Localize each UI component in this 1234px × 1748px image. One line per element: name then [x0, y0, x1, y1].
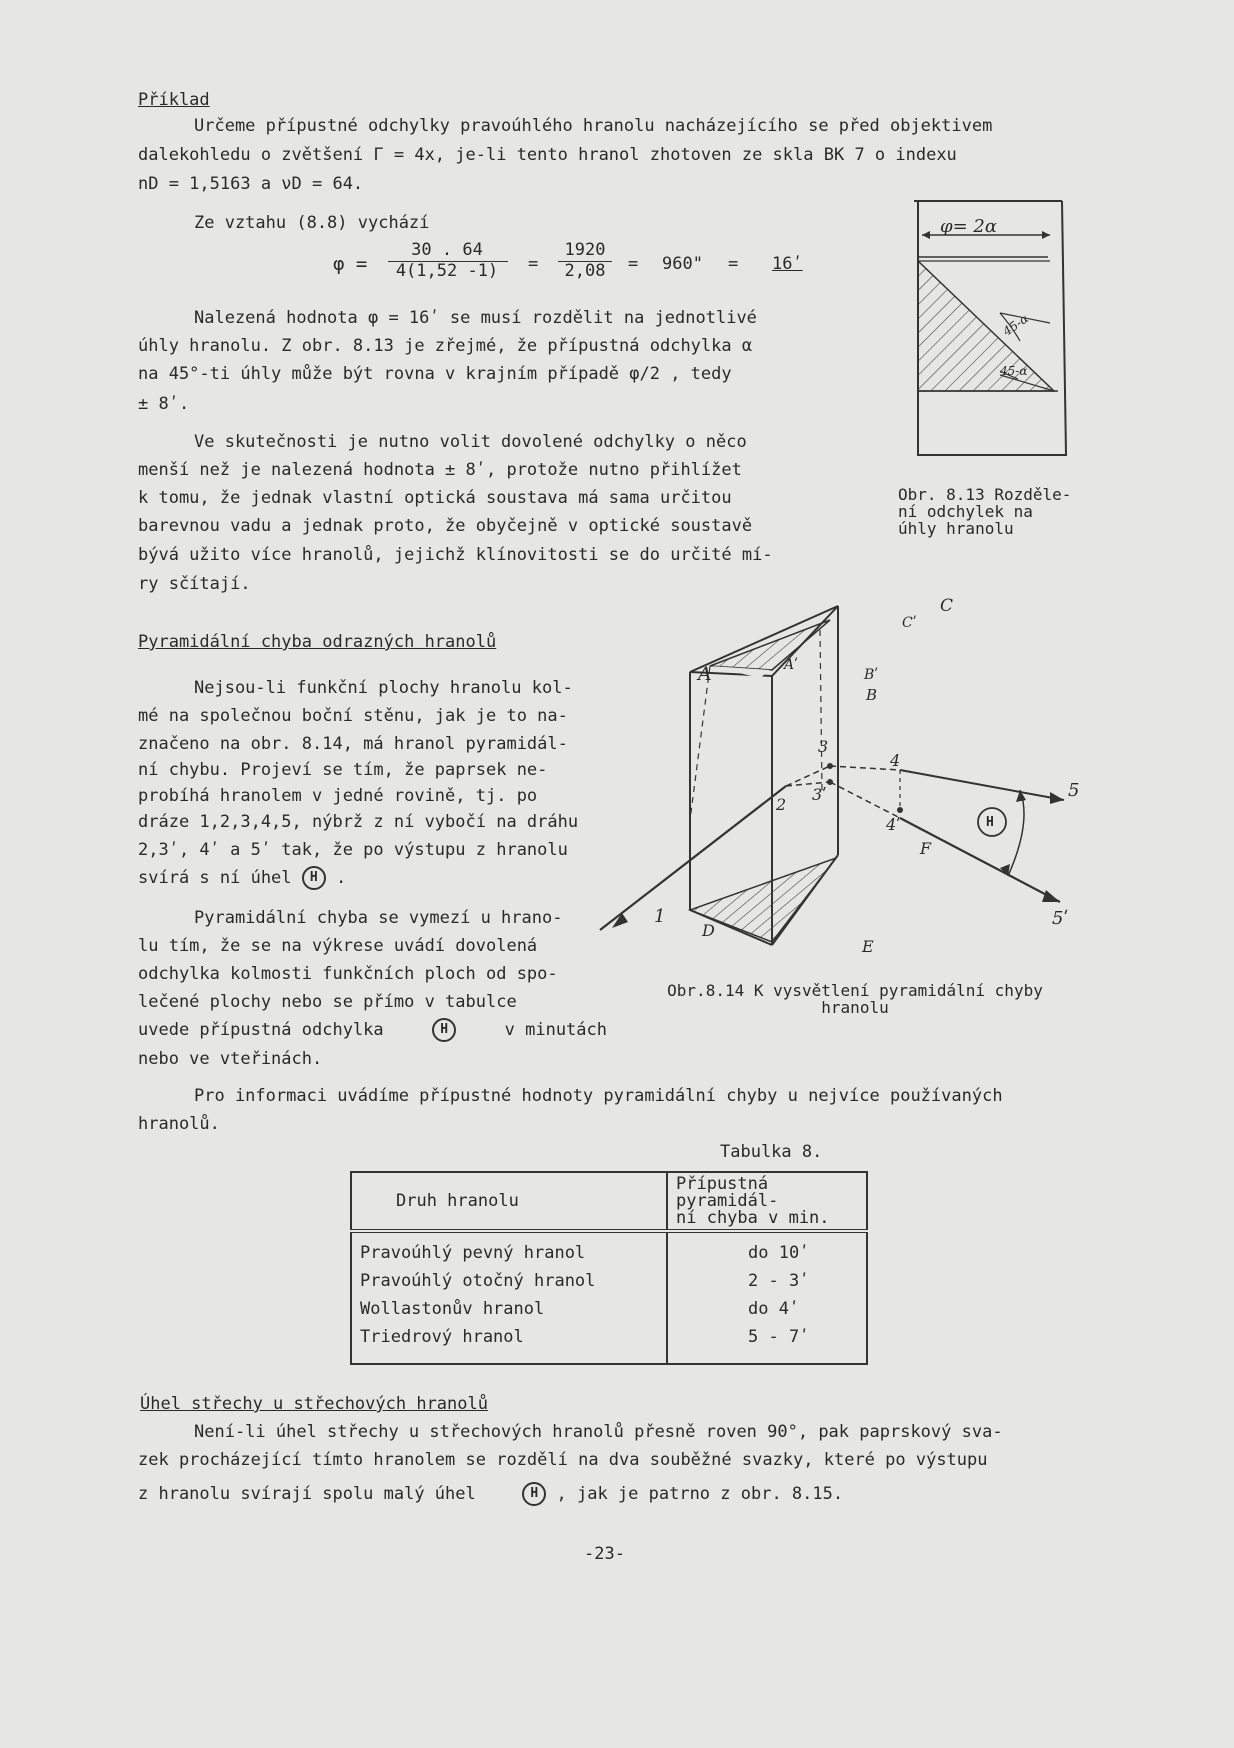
formula-result-minutes: 16ʹ — [772, 254, 803, 274]
pyramid-text-line: nebo ve vteřinách. — [138, 1049, 323, 1069]
fig814-label-F: F — [920, 839, 932, 858]
table-header-row — [351, 1172, 867, 1231]
fig814-caption — [630, 982, 1080, 1016]
pyramid-text-line — [138, 864, 346, 893]
text-span: . — [336, 868, 347, 888]
fig814-label-B: B — [866, 686, 878, 704]
theta-symbol: H — [522, 1482, 546, 1506]
figure-8-14 — [600, 590, 1100, 960]
fig814-label-A: A — [698, 663, 712, 685]
fig814-label-5p: 5ʹ — [1052, 908, 1069, 929]
ray-2-3 — [786, 766, 830, 786]
theta-symbol: H — [432, 1018, 456, 1042]
pyramid-text-line: lu tím, že se na výkrese uvádí dovolená — [138, 936, 538, 956]
fig814-label-Bp: Bʹ — [864, 667, 879, 683]
table-header: Druh hranolu — [351, 1172, 667, 1231]
roof-text-line: zek procházející tímto hranolem se rozdělí na dva souběžné svazky, které po výstupu — [138, 1450, 988, 1470]
formula-equals: = — [528, 254, 539, 274]
formula-equals: = — [628, 254, 639, 274]
info-text-line: Pro informaci uvádíme přípustné hodnoty pyramidální chyby u nejvíce používaných — [194, 1086, 1003, 1106]
example-text-line: Určeme přípustné odchylky pravoúhlého hranolu nacházejícího se před objektivem — [194, 116, 993, 136]
fig813-label-angle: 45-α — [1000, 311, 1031, 339]
roof-heading: Úhel střechy u střechových hranolů — [140, 1394, 488, 1414]
pyramid-text-line: Pyramidální chyba se vymezí u hrano- — [194, 908, 563, 928]
fig814-label-1: 1 — [654, 906, 666, 927]
example-text-line: Ze vztahu (8.8) vychází — [194, 213, 430, 233]
example-text-line: na 45°-ti úhly může být rovna v krajním případě φ/2 , tedy — [138, 364, 732, 384]
table-cell: Pravoúhlý otočný hranol — [360, 1271, 596, 1291]
fig813-label-phi: φ= 2α — [940, 216, 998, 237]
tolerance-table — [350, 1171, 868, 1365]
roof-text-line — [138, 1480, 843, 1509]
table-title: Tabulka 8. — [720, 1142, 823, 1162]
example-text-line: nD = 1,5163 a νD = 64. — [138, 174, 364, 194]
example-text-line: barevnou vadu a jednak proto, že obyčejně v optické soustavě — [138, 516, 753, 536]
fig814-label-4p: 4ʹ — [886, 815, 901, 834]
table-cell: Triedrový hranol — [360, 1327, 524, 1347]
fig814-label-4: 4 — [890, 751, 901, 770]
pyramid-text-line: odchylka kolmosti funkčních ploch od spo- — [138, 964, 558, 984]
pyramid-text-line: Nejsou-li funkční plochy hranolu kol- — [194, 678, 573, 698]
example-text-line: ± 8ʹ. — [138, 394, 190, 414]
caption-line: hranolu — [821, 998, 889, 1017]
formula-result-seconds: 960" — [662, 254, 703, 274]
pyramid-text-line: ní chybu. Projeví se tím, že paprsek ne- — [138, 760, 548, 780]
pyramid-text-line: probíhá hranolem v jedné rovině, tj. po — [138, 786, 538, 806]
example-text-line: dalekohledu o zvětšení Γ = 4x, je-li tento hranol zhotoven ze skla BK 7 o indexu — [138, 145, 957, 165]
caption-line: Obr. 8.13 Rozděle- — [898, 485, 1072, 504]
fig814-label-3p: 3ʹ — [812, 785, 827, 804]
example-heading: Příklad — [138, 90, 210, 110]
theta-symbol: H — [302, 866, 326, 890]
fig814-label-D: D — [702, 921, 715, 940]
formula-denominator: 2,08 — [564, 261, 606, 281]
fig814-label-Ap: Aʹ — [784, 657, 799, 673]
fig813-label-angle: 45-α — [1000, 364, 1028, 378]
table-row — [351, 1231, 867, 1267]
caption-line: úhly hranolu — [898, 519, 1014, 538]
fig814-label-Cp: Cʹ — [902, 615, 917, 631]
page-number: -23- — [584, 1544, 625, 1564]
fig814-label-5: 5 — [1068, 780, 1080, 801]
pyramid-text-line: značeno na obr. 8.14, má hranol pyramidál- — [138, 734, 568, 754]
pyramid-text-line: dráze 1,2,3,4,5, nýbrž z ní vybočí na dráhu — [138, 812, 579, 832]
formula-phi: φ = — [333, 253, 368, 275]
fig814-label-E: E — [862, 937, 874, 956]
pyramid-text-line: 2,3ʹ, 4ʹ a 5ʹ tak, že po výstupu z hranolu — [138, 840, 568, 860]
pyramid-text-line: mé na společnou boční stěnu, jak je to na- — [138, 706, 568, 726]
example-text-line: k tomu, že jednak vlastní optická soustava má sama určitou — [138, 488, 732, 508]
formula-numerator: 1920 — [564, 240, 606, 260]
fig814-label-3: 3 — [818, 737, 829, 756]
text-span: uvede přípustná odchylka — [138, 1020, 384, 1040]
pyramid-text-line — [138, 1016, 607, 1045]
example-text-line: menší než je nalezená hodnota ± 8ʹ, protože nutno přihlížet — [138, 460, 742, 480]
table-header: Přípustná pyramidál- ní chyba v min. — [667, 1172, 867, 1231]
table-cell: Wollastonův hranol — [360, 1299, 545, 1319]
table-cell: 5 - 7ʹ — [667, 1323, 867, 1364]
pyramid-heading: Pyramidální chyba odrazných hranolů — [138, 632, 497, 652]
example-text-line: ry sčítají. — [138, 574, 251, 594]
text-span: v minutách — [504, 1020, 607, 1040]
fig814-label-2: 2 — [776, 795, 787, 814]
hatched-triangle — [918, 261, 1054, 391]
formula-denominator: 4(1,52 -1) — [395, 261, 499, 281]
table-cell: 2 - 3ʹ — [667, 1267, 867, 1295]
formula-equals: = — [728, 254, 739, 274]
table-row — [351, 1323, 867, 1364]
caption-line: Obr.8.14 K vysvětlení pyramidální chyby — [667, 981, 1043, 1000]
text-span: z hranolu svírají spolu malý úhel — [138, 1484, 476, 1504]
formula-numerator: 30 . 64 — [411, 240, 483, 260]
table-row — [351, 1267, 867, 1295]
example-text-line: bývá užito více hranolů, jejichž klínovitosti se do určité mí- — [138, 545, 773, 565]
fig813-caption — [898, 486, 1071, 537]
example-text-line: Nalezená hodnota φ = 16ʹ se musí rozdělit na jednotlivé — [194, 308, 757, 328]
roof-text-line: Není-li úhel střechy u střechových hranolů přesně roven 90°, pak paprskový sva- — [194, 1422, 1003, 1442]
text-span: svírá s ní úhel — [138, 868, 292, 888]
table-cell: Pravoúhlý pevný hranol — [360, 1243, 586, 1263]
caption-line: ní odchylek na — [898, 502, 1033, 521]
ray-5 — [900, 770, 1064, 800]
fig814-theta-label: H — [986, 815, 994, 830]
pyramid-text-line: lečené plochy nebo se přímo v tabulce — [138, 992, 517, 1012]
example-text-line: Ve skutečnosti je nutno volit dovolené odchylky o něco — [194, 432, 747, 452]
table-cell: do 4ʹ — [667, 1295, 867, 1323]
table-cell: do 10ʹ — [667, 1231, 867, 1267]
example-text-line: úhly hranolu. Z obr. 8.13 je zřejmé, že přípustná odchylka α — [138, 336, 753, 356]
fig814-label-C: C — [940, 596, 954, 616]
info-text-line: hranolů. — [138, 1114, 220, 1134]
text-span: , jak je patrno z obr. 8.15. — [556, 1484, 844, 1504]
table-row — [351, 1295, 867, 1323]
